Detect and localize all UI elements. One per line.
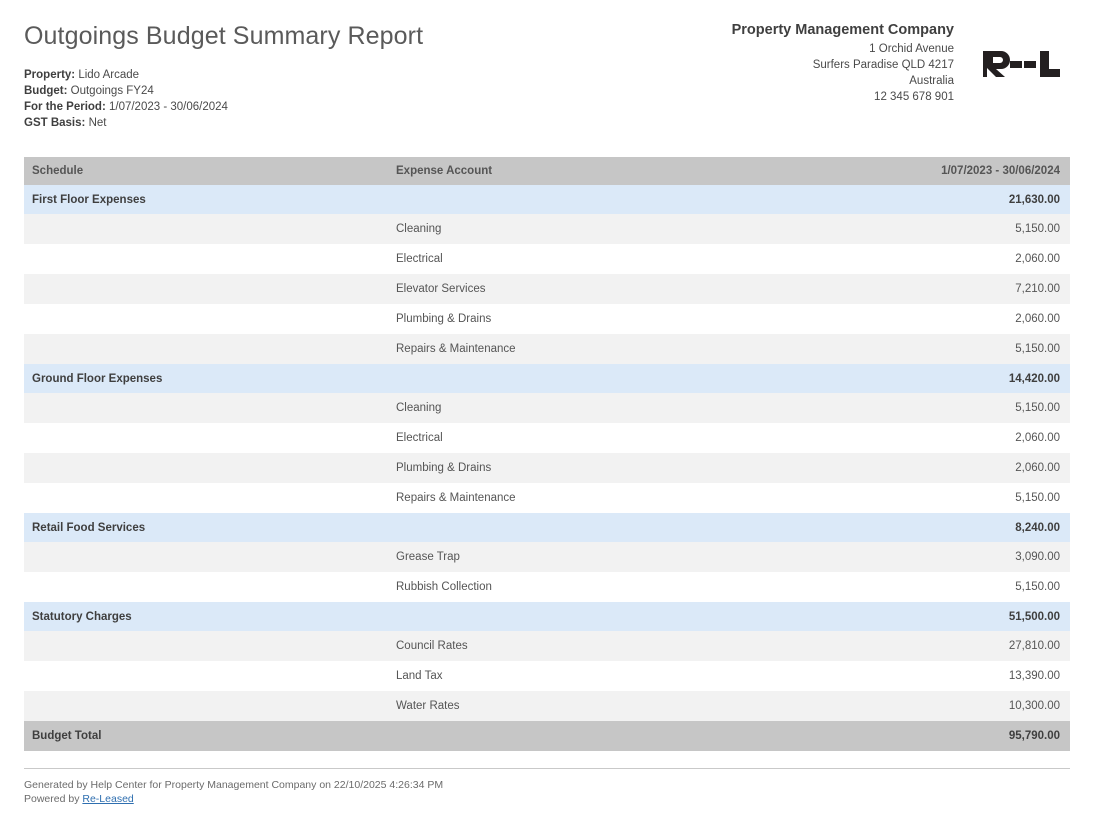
company-details (732, 22, 954, 105)
meta-value-property: Lido Arcade (78, 69, 140, 81)
budget-total-row (24, 721, 1070, 751)
row-account: Elevator Services (396, 283, 486, 295)
row-spacer (24, 661, 396, 691)
budget-total-label: Budget Total (32, 730, 102, 742)
company-phone: 12 345 678 901 (874, 91, 954, 103)
row-spacer (24, 244, 396, 274)
meta-value-period: 1/07/2023 - 30/06/2024 (108, 101, 228, 113)
table-row (24, 334, 1070, 364)
row-account: Water Rates (396, 700, 460, 712)
report-header (0, 0, 1094, 131)
row-spacer (24, 453, 396, 483)
meta-value-budget: Outgoings FY24 (70, 85, 154, 97)
table-row (24, 244, 1070, 274)
page-title: Outgoings Budget Summary Report (24, 22, 424, 50)
group-row (24, 364, 1070, 393)
group-name: Statutory Charges (32, 610, 132, 623)
group-name: Retail Food Services (32, 521, 146, 534)
budget-total-amount: 95,790.00 (1008, 730, 1060, 742)
group-spacer (396, 513, 864, 542)
meta-label-budget: Budget: (24, 85, 68, 97)
released-link[interactable]: Re-Leased (82, 793, 134, 805)
column-header-schedule: Schedule (32, 165, 84, 177)
row-amount: 5,150.00 (1015, 223, 1060, 235)
meta-row-period (24, 99, 423, 115)
row-account: Land Tax (396, 670, 443, 682)
table-row (24, 661, 1070, 691)
row-amount: 5,150.00 (1015, 343, 1060, 355)
row-amount: 10,300.00 (1008, 700, 1060, 712)
row-spacer (24, 483, 396, 513)
footer-powered-prefix: Powered by (24, 793, 83, 805)
group-total: 21,630.00 (1008, 193, 1060, 206)
row-spacer (24, 304, 396, 334)
footer-generated-text: Generated by Help Center for Property Management Company on 22/10/2025 4:26:34 PM (24, 779, 444, 791)
table-row (24, 214, 1070, 244)
row-amount: 2,060.00 (1015, 253, 1060, 265)
row-amount: 5,150.00 (1015, 492, 1060, 504)
row-account: Cleaning (396, 402, 442, 414)
table-header-row (24, 157, 1070, 185)
table-row (24, 542, 1070, 572)
row-spacer (24, 631, 396, 661)
company-logo-icon (982, 42, 1062, 86)
group-row (24, 602, 1070, 631)
row-account: Repairs & Maintenance (396, 492, 516, 504)
table-row (24, 572, 1070, 602)
meta-value-gst-basis: Net (88, 117, 107, 129)
group-row (24, 513, 1070, 542)
table-row (24, 304, 1070, 334)
group-total: 14,420.00 (1008, 372, 1060, 385)
company-address-line1: 1 Orchid Avenue (869, 43, 954, 55)
row-account: Electrical (396, 253, 443, 265)
group-row (24, 185, 1070, 214)
row-amount: 2,060.00 (1015, 462, 1060, 474)
budget-total-spacer (396, 721, 864, 751)
table-row (24, 453, 1070, 483)
row-spacer (24, 542, 396, 572)
report-footer (24, 768, 1070, 806)
row-account: Rubbish Collection (396, 581, 492, 593)
row-account: Repairs & Maintenance (396, 343, 516, 355)
row-spacer (24, 572, 396, 602)
row-account: Plumbing & Drains (396, 462, 492, 474)
meta-row-property (24, 67, 423, 83)
table-head (24, 157, 1070, 185)
row-amount: 7,210.00 (1015, 283, 1060, 295)
meta-row-gst-basis (24, 115, 423, 131)
footer-powered-by (24, 792, 1070, 806)
table-row (24, 483, 1070, 513)
budget-summary-table (24, 157, 1070, 751)
table-body (24, 185, 1070, 751)
footer-divider (24, 768, 1070, 769)
row-account: Council Rates (396, 640, 468, 652)
group-spacer (396, 602, 864, 631)
company-name: Property Management Company (731, 22, 954, 38)
row-spacer (24, 334, 396, 364)
row-amount: 3,090.00 (1015, 551, 1060, 563)
table-row (24, 631, 1070, 661)
meta-label-period: For the Period: (24, 101, 106, 113)
row-amount: 27,810.00 (1008, 640, 1060, 652)
report-table-wrap (24, 157, 1070, 751)
row-spacer (24, 691, 396, 721)
column-header-period: 1/07/2023 - 30/06/2024 (941, 165, 1060, 177)
row-spacer (24, 274, 396, 304)
table-row (24, 274, 1070, 304)
row-spacer (24, 214, 396, 244)
header-left (24, 18, 423, 131)
row-account: Plumbing & Drains (396, 313, 492, 325)
group-spacer (396, 185, 864, 214)
group-total: 51,500.00 (1008, 610, 1060, 623)
group-spacer (396, 364, 864, 393)
row-account: Cleaning (396, 223, 442, 235)
meta-row-budget (24, 83, 423, 99)
group-total: 8,240.00 (1015, 521, 1060, 534)
row-spacer (24, 423, 396, 453)
meta-label-gst-basis: GST Basis: (24, 117, 86, 129)
row-amount: 5,150.00 (1015, 581, 1060, 593)
column-header-expense-account: Expense Account (396, 165, 493, 177)
meta-label-property: Property: (24, 69, 76, 81)
table-row (24, 423, 1070, 453)
company-address-line3: Australia (909, 75, 954, 87)
row-amount: 2,060.00 (1015, 432, 1060, 444)
row-amount: 5,150.00 (1015, 402, 1060, 414)
row-account: Electrical (396, 432, 443, 444)
table-row (24, 393, 1070, 423)
company-address-line2: Surfers Paradise QLD 4217 (812, 59, 954, 71)
row-amount: 13,390.00 (1008, 670, 1060, 682)
header-right (732, 18, 1062, 105)
group-name: First Floor Expenses (32, 193, 146, 206)
report-meta (24, 67, 423, 131)
table-row (24, 691, 1070, 721)
row-spacer (24, 393, 396, 423)
row-amount: 2,060.00 (1015, 313, 1060, 325)
group-name: Ground Floor Expenses (32, 372, 163, 385)
row-account: Grease Trap (396, 551, 460, 563)
